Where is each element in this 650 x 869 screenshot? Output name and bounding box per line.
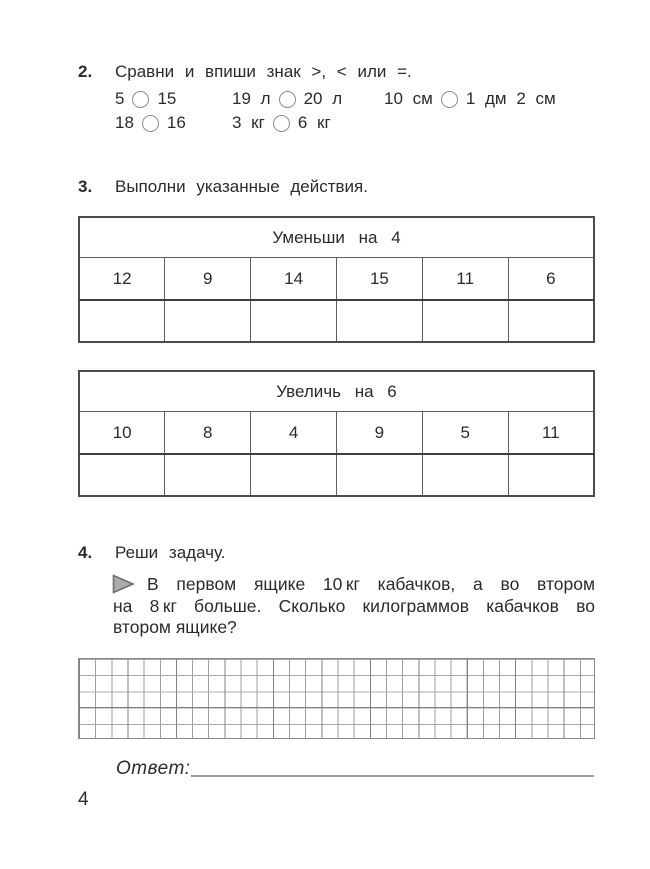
answer-circle[interactable] — [273, 115, 290, 132]
comparison-item — [232, 89, 342, 109]
comparison-item — [232, 113, 331, 133]
table-header: Уменьши на 4 — [79, 217, 594, 258]
comparison-right-value: 1 дм 2 см — [465, 89, 556, 108]
comparison-left-value: 3 кг — [232, 113, 265, 132]
table-value-cell: 11 — [422, 258, 508, 301]
table-value-cell: 9 — [165, 258, 251, 301]
answer-circle[interactable] — [132, 91, 149, 108]
comparison-item — [115, 89, 176, 109]
answer-label: Ответ: — [116, 758, 191, 779]
answer-write-line[interactable] — [191, 758, 594, 777]
work-grid[interactable] — [78, 658, 595, 739]
comparison-item — [384, 89, 556, 109]
table-answer-cell[interactable] — [508, 300, 594, 342]
task-2-instruction: Сравни и впиши знак >, < или =. — [115, 62, 412, 81]
comparison-right-value: 15 — [157, 89, 177, 108]
table-answer-cell[interactable] — [165, 300, 251, 342]
table-value-cell: 6 — [508, 258, 594, 301]
table-value-cell: 11 — [508, 412, 594, 455]
answer-circle[interactable] — [441, 91, 458, 108]
answer-circle[interactable] — [279, 91, 296, 108]
problem-text-line: втором ящике? — [113, 617, 237, 637]
operation-table-increase — [78, 370, 595, 497]
table-header: Увеличь на 6 — [79, 371, 594, 412]
comparison-left-value: 5 — [115, 89, 125, 108]
task-3-instruction: Выполни указанные действия. — [115, 177, 368, 196]
table-answer-cell[interactable] — [79, 454, 165, 496]
comparison-left-value: 18 — [115, 113, 134, 132]
table-value-cell: 15 — [336, 258, 422, 301]
table-answer-cell[interactable] — [251, 300, 337, 342]
task-3-number: 3. — [78, 177, 93, 196]
table-answer-cell[interactable] — [422, 454, 508, 496]
comparison-right-value: 16 — [166, 113, 186, 132]
table-value-cell: 9 — [336, 412, 422, 455]
task-4-number: 4. — [78, 543, 93, 562]
table-value-cell: 10 — [79, 412, 165, 455]
table-answer-cell[interactable] — [508, 454, 594, 496]
answer-circle[interactable] — [142, 115, 159, 132]
comparison-right-value: 20 л — [303, 89, 343, 108]
problem-text-line: В первом ящике 10 кг кабачков, а во втором — [147, 574, 595, 594]
problem-text — [113, 574, 595, 639]
task-2-number: 2. — [78, 62, 93, 81]
table-answer-cell[interactable] — [422, 300, 508, 342]
table-answer-cell[interactable] — [79, 300, 165, 342]
table-value-cell: 5 — [422, 412, 508, 455]
operation-table-decrease — [78, 216, 595, 343]
table-value-cell: 14 — [251, 258, 337, 301]
task-4-instruction: Реши задачу. — [115, 543, 226, 562]
problem-text-line: на 8 кг больше. Сколько килограммов кабачков во — [113, 595, 595, 616]
comparison-right-value: 6 кг — [297, 113, 331, 132]
page-number: 4 — [78, 789, 89, 810]
comparison-left-value: 10 см — [384, 89, 433, 108]
table-answer-cell[interactable] — [336, 454, 422, 496]
comparison-left-value: 19 л — [232, 89, 271, 108]
table-value-cell: 4 — [251, 412, 337, 455]
comparison-item — [115, 113, 186, 133]
table-answer-cell[interactable] — [251, 454, 337, 496]
table-value-cell: 12 — [79, 258, 165, 301]
table-value-cell: 8 — [165, 412, 251, 455]
table-answer-cell[interactable] — [336, 300, 422, 342]
table-answer-cell[interactable] — [165, 454, 251, 496]
